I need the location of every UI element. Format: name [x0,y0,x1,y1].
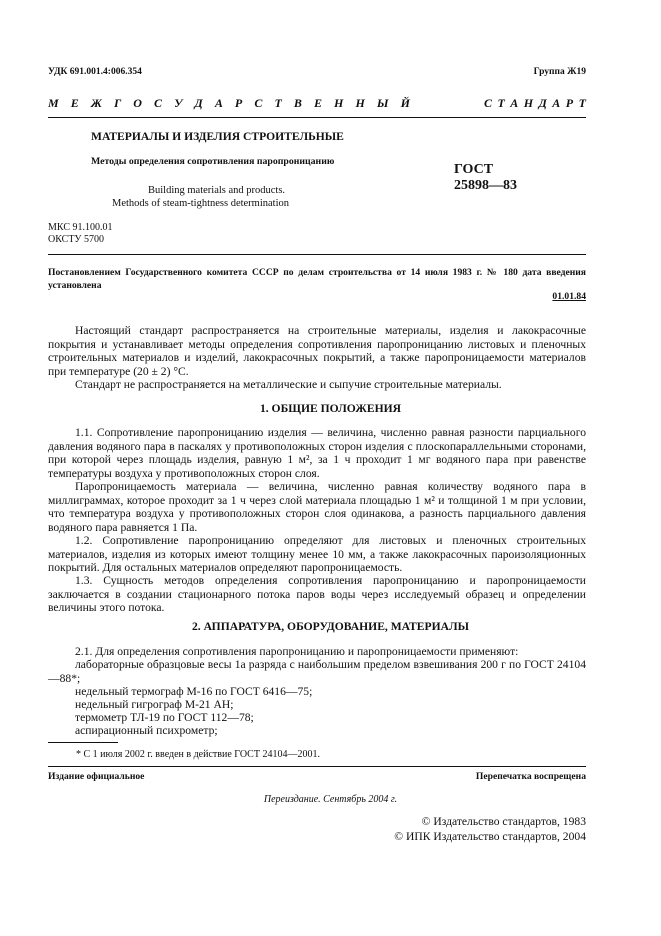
reissue-note: Переиздание. Сентябрь 2004 г. [263,794,398,805]
decree-text: Постановлением Государственного комитета СССР по делам строительства от 14 июля 1983 г. № 180 дата введения установлена [48,267,586,291]
intro-paragraph-2: Стандарт не распространяется на металлические и сыпучие строительные материалы. [75,378,502,391]
equipment-item-scales: лабораторные образцовые весы 1а разряда с наибольшим пределом взвешивания 200 г по ГОСТ 24104—88*; [48,658,586,685]
section-1-paragraph-1: 1.1. Сопротивление паропроницанию изделия — величина, численно равная разности парциального давления водяного пара в паскалях у противоположных сторон изделия с плоскопараллельными сторонами, при которой через площадь изделия, равную 1 м², за 1 ч проходит 1 мг водяного пара при равенстве температуры воздуха у противоположных сторон слоя. [48,426,586,480]
section-2-heading: 2. АППАРАТУРА, ОБОРУДОВАНИЕ, МАТЕРИАЛЫ [192,620,469,633]
english-title-line2: Methods of steam-tightness determination [112,198,290,209]
section-1-paragraph-4: 1.3. Сущность методов определения сопротивления паропроницанию и паропроницаемости заключается в создании стационарного потока паров воды через исследуемый образец и определении величины этого потока. [48,574,586,615]
equipment-item-psychrometer: аспирационный психрометр; [75,724,218,737]
header-divider [48,117,586,118]
section-1-heading: 1. ОБЩИЕ ПОЛОЖЕНИЯ [259,402,402,415]
section-1-paragraph-3: 1.2. Сопротивление паропроницанию определяют для листовых и пленочных строительных материалов, изделия из которых имеют толщину менее 10 мм, а также лакокрасочных пароизоляционных покрытий. Для остальных материалов определяют паропроницаемость. [48,534,586,575]
official-edition-label: Издание официальное [48,771,145,782]
interstate-banner [48,96,586,112]
document-subtitle: Методы определения сопротивления паропроницанию [91,156,335,167]
section-2-paragraph-1: 2.1. Для определения сопротивления паропроницанию и паропроницаемости применяют: [75,645,519,658]
okstu-code: ОКСТУ 5700 [48,234,105,245]
group-code: Группа Ж19 [533,67,586,77]
introduction-date: 01.01.84 [552,291,586,302]
reprint-prohibited-label: Перепечатка воспрещена [475,771,586,782]
standard-word: С Т А Н Д А Р Т [484,96,586,110]
english-title-line1: Building materials and products. [148,185,286,196]
mks-code: МКС 91.100.01 [48,222,113,233]
copyright-1983: © Издательство стандартов, 1983 [421,815,586,828]
interstate-word: М Е Ж Г О С У Д А Р С Т В Е Н Н Ы Й [48,96,410,110]
document-title: МАТЕРИАЛЫ И ИЗДЕЛИЯ СТРОИТЕЛЬНЫЕ [91,130,344,143]
gost-label: ГОСТ [454,162,494,177]
footnote-divider [48,742,118,743]
equipment-item-hygrograph: недельный гигрограф М-21 АН; [75,698,234,711]
section-1-paragraph-2: Паропроницаемость материала — величина, численно равная количеству водяного пара в миллиграммах, которое проходит за 1 ч через слой материала площадью 1 м² и толщиной 1 м при условии, что температура воздуха у противоположных сторон слоя одинакова, а разность парциального давления водяного пара равняется 1 Па. [48,480,586,534]
footer-divider [48,766,586,767]
title-divider [48,254,586,255]
copyright-2004: © ИПК Издательство стандартов, 2004 [394,830,586,843]
equipment-item-thermometer: термометр ТЛ-19 по ГОСТ 112—78; [75,711,254,724]
gost-number: 25898—83 [454,178,517,193]
footnote: * С 1 июля 2002 г. введен в действие ГОСТ 24104—2001. [76,749,320,760]
udk-code: УДК 691.001.4:006.354 [48,67,142,77]
intro-paragraph-1: Настоящий стандарт распространяется на строительные материалы, изделия и лакокрасочные покрытия и устанавливает методы определения сопротивления паропроницанию листовых и пленочных строительных материалов и изделий, лакокрасочных покрытий, а также паропроницаемости материалов при температуре (20 ± 2) °С. [48,324,586,378]
equipment-item-thermograph: недельный термограф М-16 по ГОСТ 6416—75; [75,685,313,698]
